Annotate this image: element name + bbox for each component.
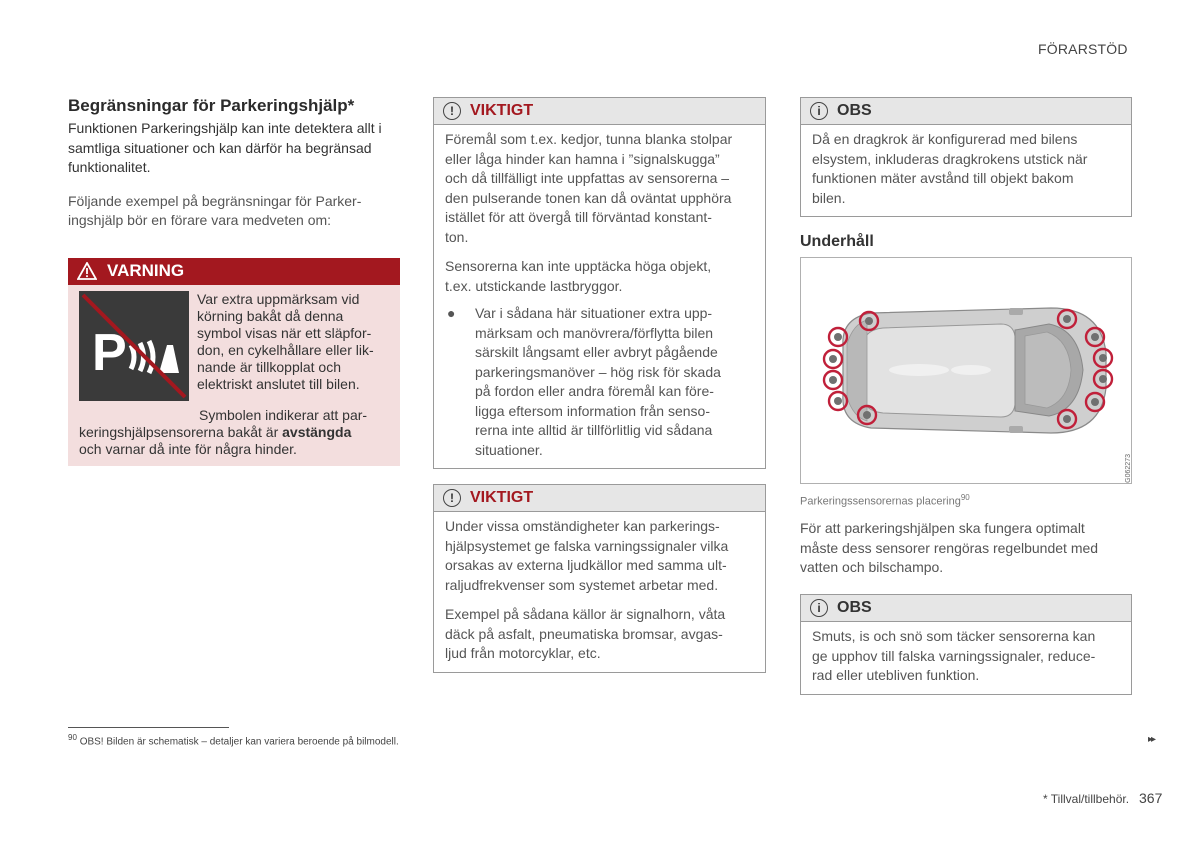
text-line: ligga eftersom information från senso- — [475, 402, 710, 419]
bullet-item — [445, 304, 754, 460]
text-line: raljudfrekvenser som systemet arbetar med. — [445, 576, 719, 593]
text-line: Exempel på sådana källor är signalhorn, våta — [445, 606, 726, 622]
footnote-text: OBS! Bilden är schematisk – detaljer kan variera beroende på bilmodell. — [79, 736, 399, 748]
maintenance-paragraph — [800, 519, 1130, 578]
example-line: ingshjälp bör en förare vara medveten om: — [68, 212, 332, 228]
text-line: ge upphov till falska varningssignaler, reduce- — [812, 647, 1096, 664]
text-line: Sensorerna kan inte upptäcka höga objekt, — [445, 258, 712, 274]
text-line: på fordon eller andra föremål kan före- — [475, 383, 714, 399]
important-box-1 — [433, 97, 766, 469]
text-line: Då en dragkrok är konfigurerad med bilens — [812, 131, 1078, 147]
text-line: Föremål som t.ex. kedjor, tunna blanka stolpar — [445, 131, 733, 147]
warning-line: Var extra uppmärksam vid — [197, 290, 360, 307]
section-header: FÖRARSTÖD — [1038, 41, 1128, 57]
note-header — [801, 98, 1131, 125]
warning-line: don, en cykelhållare eller lik- — [197, 341, 374, 358]
info-icon: i — [810, 102, 828, 120]
warning-line: symbol visas när ett släpfor- — [197, 324, 372, 341]
note-header — [801, 595, 1131, 622]
important-label: VIKTIGT — [470, 102, 534, 119]
important-box-2 — [433, 484, 766, 673]
page-number: 367 — [1139, 790, 1163, 806]
caption-text: Parkeringssensorernas placering — [800, 495, 961, 508]
warning-line: och varnar då inte för några hinder. — [79, 440, 297, 457]
note-body — [801, 622, 1131, 694]
exclamation-icon: ! — [443, 489, 461, 507]
note-label: OBS — [837, 102, 872, 119]
text-line: Under vissa omständigheter kan parkerings- — [445, 518, 720, 534]
footnote — [68, 733, 399, 747]
text-line: hjälpsystemet ge falska varningssignaler vilka — [445, 537, 729, 554]
text-line: t.ex. utstickande lastbryggor. — [445, 277, 623, 294]
maintenance-heading: Underhåll — [800, 233, 874, 250]
text-line: vatten och bilschampo. — [800, 559, 944, 575]
text-line: funktionen mäter avstånd till objekt bakom — [812, 170, 1074, 186]
page-title: Begränsningar för Parkeringshjälp* — [68, 96, 355, 115]
svg-text:P: P — [92, 323, 127, 382]
text-line: ljud från motorcyklar, etc. — [445, 645, 601, 661]
image-code: G062273 — [1125, 454, 1132, 483]
note-label: OBS — [837, 599, 872, 616]
text-line: däck på asfalt, pneumatiska bromsar, avgas- — [445, 625, 723, 642]
warning-label: VARNING — [107, 261, 185, 280]
left-column — [68, 96, 400, 466]
text-line: ton. — [445, 228, 469, 245]
text-line: märksam och manövrera/förflytta bilen — [475, 324, 714, 341]
parking-assist-off-icon — [79, 291, 189, 401]
note-box-1 — [800, 97, 1132, 217]
text-line: Smuts, is och snö som täcker sensorerna kan — [812, 628, 1096, 644]
bullet-dot-icon: ● — [447, 305, 456, 321]
warning-line: keringshjälpsensorerna bakåt är — [79, 423, 283, 440]
important-header — [434, 485, 765, 512]
text-line: För att parkeringshjälpen ska fungera optimalt — [800, 520, 1085, 536]
exclamation-icon: ! — [443, 102, 461, 120]
footnote-divider — [68, 727, 229, 728]
warning-text-2 — [79, 403, 392, 458]
text-line: eller låga hinder kan hamna i ”signalskugga” — [445, 150, 720, 167]
important-body — [434, 125, 765, 468]
text-line: Var i sådana här situationer extra upp- — [475, 305, 713, 321]
warning-line: nande är tillkopplat och — [197, 358, 341, 375]
accessory-note: * Tillval/tillbehör. — [1043, 792, 1130, 806]
example-paragraph — [68, 192, 400, 231]
warning-line: elektriskt anslutet till bilen. — [197, 375, 360, 392]
text-line: rad eller utebliven funktion. — [812, 667, 980, 683]
warning-header — [68, 258, 400, 285]
note-body — [801, 125, 1131, 216]
text-line: den pulserande tonen kan då oväntat upphöra — [445, 189, 732, 206]
important-paragraph — [445, 517, 754, 595]
important-paragraph — [445, 130, 754, 247]
important-paragraph — [445, 605, 754, 664]
car-top-view-icon — [801, 258, 1131, 483]
bullet-text — [475, 304, 721, 460]
warning-line: körning bakåt då denna — [197, 307, 344, 324]
text-line: orsakas av externa ljudkällor med samma ult- — [445, 557, 727, 573]
continue-arrows-icon: ▸▸ — [1148, 734, 1155, 745]
text-line: och då tillfälligt inte uppfattas av sensorerna – — [445, 170, 730, 186]
warning-line: Symbolen indikerar att par- — [199, 406, 368, 423]
sensor-placement-image — [800, 257, 1132, 484]
warning-box — [68, 258, 400, 466]
text-line: istället för att övergå till förväntad konstant- — [445, 209, 712, 225]
text-line: parkeringsmanöver – hög risk för skada — [475, 363, 721, 380]
example-line: Följande exempel på begränsningar för Parker- — [68, 192, 362, 209]
note-box-2 — [800, 594, 1132, 695]
important-paragraph — [445, 257, 754, 296]
text-line: bilen. — [812, 189, 846, 206]
warning-triangle-icon — [77, 262, 97, 280]
intro-paragraph: Funktionen Parkeringshjälp kan inte detektera allt i samtliga situationer och kan därför ha begränsad funktionalitet. — [68, 120, 382, 175]
important-header — [434, 98, 765, 125]
text-line: rerna inte alltid är tillförlitlig vid sådana — [475, 422, 713, 438]
text-line: elsystem, inkluderas dragkrokens utstick när — [812, 150, 1088, 167]
warning-body — [68, 285, 400, 458]
image-caption — [800, 493, 970, 508]
text-line: särskilt långsamt eller avbryt pågående — [475, 344, 718, 360]
info-icon: i — [810, 599, 828, 617]
important-body — [434, 512, 765, 672]
footnote-number: 90 — [68, 733, 77, 742]
caption-footnote-ref: 90 — [960, 493, 970, 502]
text-line: situationer. — [475, 441, 543, 458]
warning-bold: avstängda — [282, 423, 352, 440]
important-label: VIKTIGT — [470, 489, 534, 506]
text-line: måste dess sensorer rengöras regelbundet med — [800, 539, 1099, 556]
